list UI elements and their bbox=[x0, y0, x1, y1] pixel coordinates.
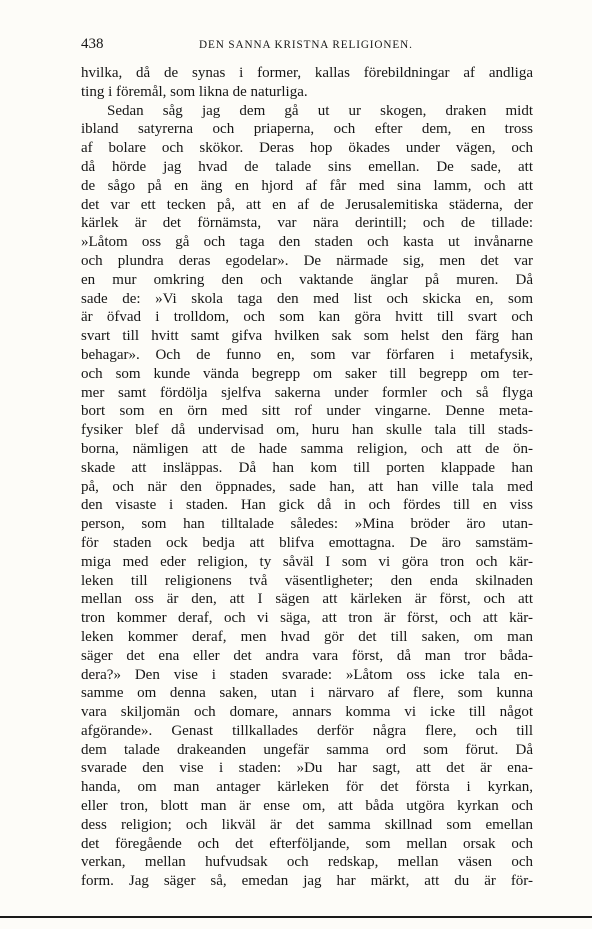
text-line: för staden ock bedja att blifva emottagna. De äro samstäm- bbox=[81, 534, 533, 551]
text-line: på, och när den öppnades, sade han, att han ville tala med bbox=[81, 478, 533, 495]
text-line: och som kunde vända begrepp om saker till begrepp om ter- bbox=[81, 365, 533, 382]
text-line: då hörde jag hvad de talade sins emellan. De sade, att bbox=[81, 158, 533, 175]
text-line: verkan, mellan hufvudsak och redskap, mellan väsen och bbox=[81, 854, 533, 871]
text-line: leken till religionens två väsentligheter; den enda skilnaden bbox=[81, 572, 533, 589]
text-line: de sågo på en äng en hjord af får med sina lamm, och att bbox=[81, 177, 533, 194]
text-line: svarade den vise i staden: »Du har sagt, att det är ena- bbox=[81, 760, 533, 777]
text-line: mellan oss är den, att I sägen att kärleken är först, och att bbox=[81, 591, 533, 608]
text-line: af bolare och skökor. Deras hop ökades under vägen, och bbox=[81, 140, 533, 157]
text-line: sade de: »Vi skola taga den med list och skicka en, som bbox=[81, 290, 533, 307]
text-line: vara skiljomän och domare, annars komma vi icke till något bbox=[81, 704, 533, 721]
paragraph-start-line: Sedan såg jag dem gå ut ur skogen, draken midt bbox=[107, 102, 533, 119]
text-line: svart till hvitt samt gifva hvilken sak som helst den färg han bbox=[81, 328, 533, 345]
text-line: samme om denna saken, utan i närvaro af flere, som kunna bbox=[81, 685, 533, 702]
text-line: person, som han tilltalade således: »Mina bröder äro utan- bbox=[81, 516, 533, 533]
page-header bbox=[81, 36, 532, 56]
text-line: handa, om man antager kärleken för det första i kyrkan, bbox=[81, 779, 533, 796]
text-line: ibland satyrerna och priaperna, och efter dem, en tross bbox=[81, 121, 533, 138]
text-line: eller tron, blott man är ense om, att båda utgöra kyrkan och bbox=[81, 798, 533, 815]
text-line: dess religion; och likväl är det samma skillnad som emellan bbox=[81, 816, 533, 833]
text-line: dem talade drakeanden ungefär samma ord som förut. Då bbox=[81, 741, 533, 758]
text-line: det föregående och det efterföljande, som mellan orsak och bbox=[81, 835, 533, 852]
text-line: skade att insläppas. Då han kom till porten klappade han bbox=[81, 459, 533, 476]
text-line: leken kommer deraf, men hvad gör det till saken, om man bbox=[81, 628, 533, 645]
text-line: den visaste i staden. Han gick då in och fördes till en viss bbox=[81, 497, 533, 514]
text-line: bort som en örn med sitt rof under vingarne. Denne meta- bbox=[81, 403, 533, 420]
bottom-edge-rule bbox=[0, 916, 592, 918]
text-line: afgörande». Genast tillkallades derför några flere, och till bbox=[81, 722, 533, 739]
text-line: säger det ena eller det andra vara först, då man tror båda- bbox=[81, 647, 533, 664]
text-line: och plundra deras egodelar». De närmade sig, men det var bbox=[81, 252, 533, 269]
text-line: en mur omkring den och vaktande änglar på muren. Då bbox=[81, 271, 533, 288]
text-line: det var ett tecken på, att en af de Jerusalemitiska städerna, der bbox=[81, 196, 533, 213]
text-line: dera?» Den vise i staden svarade: »Låtom oss icke tala en- bbox=[81, 666, 533, 683]
text-line: behagar». Och de funno en, som var förfaren i metafysik, bbox=[81, 346, 533, 363]
text-line: fysiker blef då undervisad om, huru han skulle tala till stads- bbox=[81, 422, 533, 439]
text-line: hvilka, då de synas i former, kallas förebildningar af andliga bbox=[81, 65, 533, 81]
text-line: tron kommer deraf, och vi säga, att tron är först, och att kär- bbox=[81, 610, 533, 627]
text-line: form. Jag säger så, emedan jag har märkt, att du är för- bbox=[81, 873, 533, 890]
text-line: är öfvad i trolldom, och som kan göra hvitt till svart och bbox=[81, 309, 533, 326]
text-line: ting i föremål, som likna de naturliga. bbox=[81, 83, 308, 100]
running-title: DEN SANNA KRISTNA RELIGIONEN. bbox=[199, 39, 413, 51]
body-text bbox=[81, 64, 533, 891]
text-line: miga med eder religion, ty såväl I som vi göra tron och kär- bbox=[81, 553, 533, 570]
text-line: kärlek är det förnämsta, var nära derintill; och de tillade: bbox=[81, 215, 533, 232]
text-line: »Låtom oss gå och taga den staden och kasta ut invånarne bbox=[81, 234, 533, 251]
text-line: borna, nämligen att de hade samma religion, och att de ön- bbox=[81, 440, 533, 457]
page-number: 438 bbox=[81, 36, 104, 52]
text-line: mer samt fördölja sjelfva sakerna under formler och så flyga bbox=[81, 384, 533, 401]
